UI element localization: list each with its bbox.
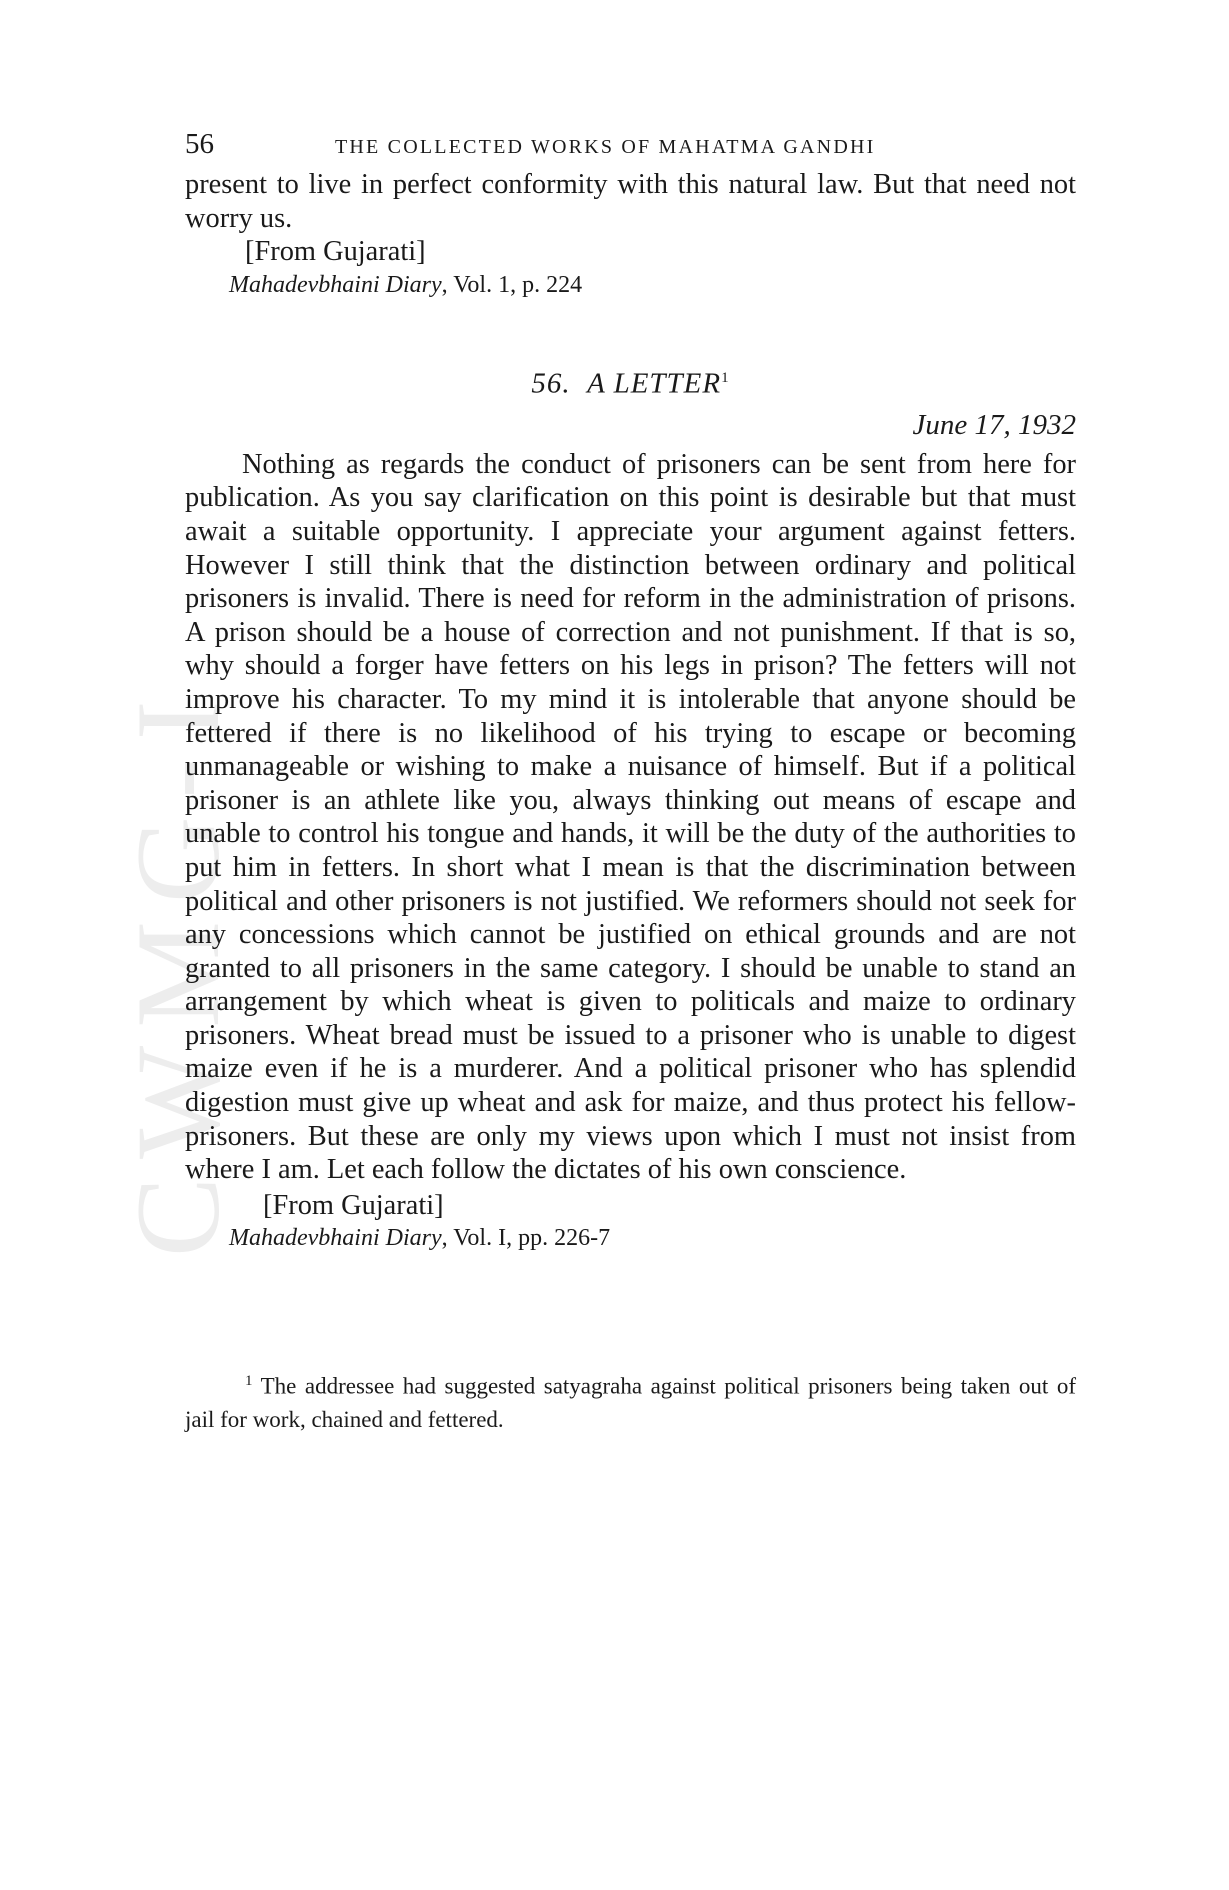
previous-item-text: present to live in perfect conformity with this natural law. But that need not worry us. bbox=[185, 169, 1076, 234]
document-heading bbox=[185, 354, 1076, 402]
previous-item-source-label: [From Gujarati] bbox=[245, 236, 426, 268]
page-number: 56 bbox=[185, 128, 214, 160]
previous-item-citation-rest: , Vol. 1, p. 224 bbox=[441, 271, 583, 298]
footnote bbox=[185, 1365, 1076, 1436]
document-title: A LETTER bbox=[587, 367, 722, 400]
letter-body: Nothing as regards the conduct of prisoners can be sent from here for publication. As you say clarification on this point is desirable but that must await a suitable opportunity. I appreciate your argument against fetters. However I still think that the distinction between ordinary and political prisoners is invalid. There is need for reform in the administration of prisons. A prison should be a house of correction and not punishment. If that is so, why should a forger have fetters on his legs in prison? The fetters will not improve his character. To my mind it is intolerable that anyone should be fettered if there is no likelihood of his trying to escape or becoming unmanageable or wishing to make a nuisance of himself. But if a political prisoner is an athlete like you, always thinking out means of escape and unable to control his tongue and hands, it will be the duty of the authorities to put him in fetters. In short what I mean is that the discrimination between political and other prisoners is not justified. We reformers should not seek for any concessions which cannot be justified on ethical grounds and are not granted to all prisoners in the same category. I should be unable to stand an arrangement by which wheat is given to politicals and maize to ordinary prisoners. Wheat bread must be issued to a prisoner who is unable to digest maize even if he is a murderer. And a political prisoner who has splendid digestion must give up wheat and ask for maize, and thus protect his fellow-prisoners. But these are only my views upon which I must not insist from where I am. Let each follow the dictates of his own conscience. bbox=[185, 448, 1076, 1186]
letter-date: June 17, 1932 bbox=[912, 408, 1076, 441]
previous-item-citation-title: Mahadevbhaini Diary bbox=[229, 271, 442, 298]
running-head bbox=[185, 128, 1076, 168]
running-head-title: THE COLLECTED WORKS OF MAHATMA GANDHI bbox=[335, 136, 876, 158]
letter-citation-title: Mahadevbhaini Diary bbox=[229, 1225, 442, 1252]
document-number: 56. bbox=[531, 367, 571, 400]
page bbox=[185, 128, 1076, 1436]
footnote-ref: 1 bbox=[721, 369, 730, 386]
letter-source-label: [From Gujarati] bbox=[263, 1189, 444, 1221]
letter-citation-rest: , Vol. I, pp. 226-7 bbox=[441, 1225, 611, 1252]
watermark: CWMG-I bbox=[111, 682, 244, 1258]
footnote-text: The addressee had suggested satyagraha against political prisoners being taken out of jail for work, chained and fettered. bbox=[185, 1374, 1076, 1433]
footnote-marker: 1 bbox=[245, 1373, 253, 1390]
previous-item-citation bbox=[185, 269, 1076, 302]
letter-citation bbox=[185, 1222, 1076, 1255]
